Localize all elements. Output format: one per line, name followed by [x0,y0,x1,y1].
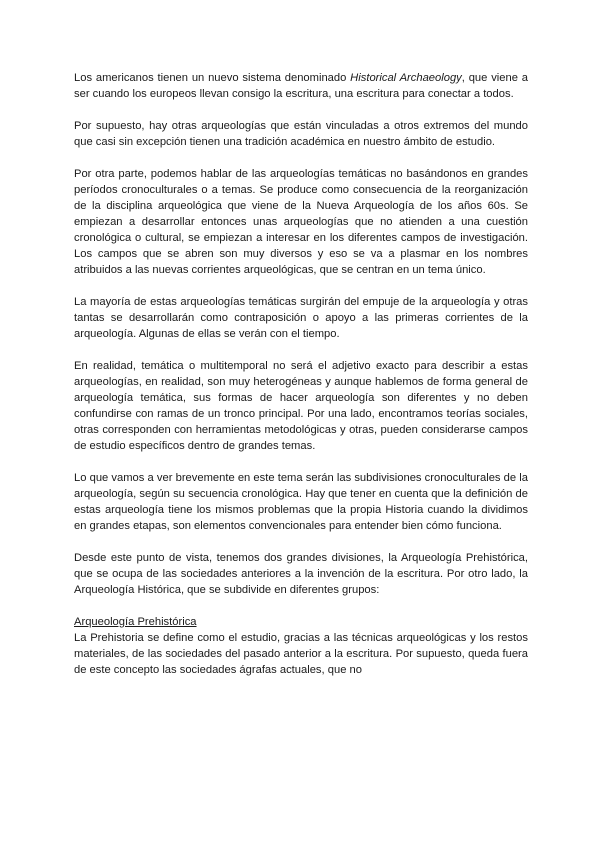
section-heading: Arqueología Prehistórica [74,616,197,628]
paragraph: La mayoría de estas arqueologías temáticas surgirán del empuje de la arqueología y otras tantas se desarrollarán como contraposición o apoyo a las primeras corrientes de la arqueología. Algunas de ellas se verán con el tiempo. [74,296,528,340]
paragraph-historical-archaeology: Los americanos tienen un nuevo sistema denominado Historical Archaeology, que viene a ser cuando los europeos llevan consigo la escritura, una escritura para conectar a todos. [74,72,528,100]
paragraph: Desde este punto de vista, tenemos dos grandes divisiones, la Arqueología Prehistórica, que se ocupa de las sociedades anteriores a la invención de la escritura. Por otro lado, la Arqueología Histórica, que se subdivide en diferentes grupos: [74,552,528,596]
paragraph: Lo que vamos a ver brevemente en este tema serán las subdivisiones cronoculturales de la arqueología, según su secuencia cronológica. Hay que tener en cuenta que la definición de estas arqueología tiene los mismos problemas que la propia Historia cuando la dividimos en grandes etapas, son elementos convencionales para entender bien cómo funciona. [74,472,528,532]
section-paragraph: La Prehistoria se define como el estudio, gracias a las técnicas arqueológicas y los restos materiales, de las sociedades del pasado anterior a la escritura. Por supuesto, queda fuera de este concepto las sociedades ágrafas actuales, que no [74,632,528,676]
paragraph: Por supuesto, hay otras arqueologías que están vinculadas a otros extremos del mundo que casi sin excepción tienen una tradición académica en nuestro ámbito de estudio. [74,120,528,148]
document-page [74,70,528,678]
paragraph: Por otra parte, podemos hablar de las arqueologías temáticas no basándonos en grandes períodos cronoculturales o a temas. Se produce como consecuencia de la reorganización de la disciplina arqueológica que viene de la Nueva Arqueología de los años 60s. Se empiezan a desarrollar entonces unas arqueologías que no atienden a una cuestión cronológica o cultural, se empiezan a interesar en los diferentes campos de investigación. Los campos que se abren son muy diversos y eso se va a plasmar en los nombres atribuidos a las nuevas corrientes arqueológicas, que se centran en un tema único. [74,168,528,276]
italic-term: Historical Archaeology [350,72,462,84]
paragraph: En realidad, temática o multitemporal no será el adjetivo exacto para describir a estas arqueologías, en realidad, son muy heterogéneas y aunque hablemos de forma general de arqueología temática, sus formas de hacer arqueología son diferentes y no deben confundirse con ramas de un tronco principal. Por una lado, encontramos teorías sociales, otras corresponden con herramientas metodológicas y otras, pueden considerarse campos de estudio específicos dentro de grandes temas. [74,360,528,452]
